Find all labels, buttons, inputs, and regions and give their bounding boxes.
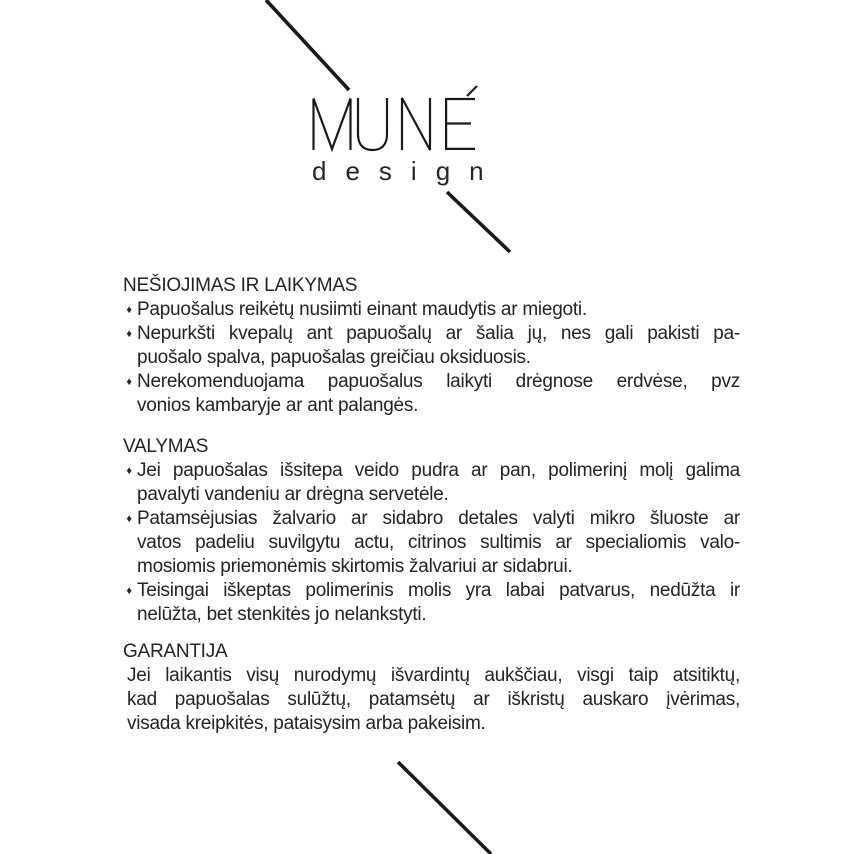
bullet-diamond-icon: ♦ <box>126 513 132 525</box>
logo-letter-u <box>358 98 387 150</box>
text-line: mosiomis priemonėmis skirtomis žalvariui ar sidabrui. <box>137 556 573 577</box>
text-line: puošalo spalva, papuošalas greičiau oksiduosis. <box>137 347 531 368</box>
logo-letter-m <box>314 99 351 151</box>
text-line: kad papuošalas sulūžtų, patamsėtų ar iškristų auskaro įvėrimas, <box>127 689 740 710</box>
text-line: Jei laikantis visų nurodymų išvardintų aukščiau, visgi taip atsitiktų, <box>127 665 740 686</box>
bullet-item <box>123 459 740 507</box>
text-line: vatos padeliu suvilgytu actu, citrinos sultimis ar specialiomis valo- <box>137 532 740 553</box>
text-line: Nerekomenduojama papuošalus laikyti drėgnose erdvėse, pvz <box>137 371 740 392</box>
bullet-diamond-icon: ♦ <box>126 465 132 477</box>
section-garantija <box>123 640 740 736</box>
logo-mune-wordmark <box>314 86 478 150</box>
text-line: Patamsėjusias žalvario ar sidabro detales valyti mikro šluoste ar <box>137 508 740 529</box>
text-line: Teisingai iškeptas polimerinis molis yra labai patvarus, nedūžta ir <box>137 580 740 601</box>
bullet-diamond-icon: ♦ <box>126 376 132 388</box>
text-line: vonios kambaryje ar ant palangės. <box>137 395 419 416</box>
logo-subtitle: design <box>312 156 503 186</box>
section-title-valymas: VALYMAS <box>123 436 209 457</box>
logo-acute-accent <box>467 86 477 96</box>
text-line: Nepurkšti kvepalų ant papuošalų ar šalia jų, nes gali pakisti pa- <box>137 323 740 344</box>
section-valymas <box>123 435 740 627</box>
bullet-item <box>123 579 740 627</box>
diagonal-line-top <box>266 0 349 90</box>
diagonal-line-middle <box>447 192 510 252</box>
section-title-garantija: GARANTIJA <box>123 641 228 662</box>
bullet-diamond-icon: ♦ <box>126 585 132 597</box>
section-title-nesiojimas-ir-laikymas: NEŠIOJIMAS IR LAIKYMAS <box>123 275 358 296</box>
bullet-diamond-icon: ♦ <box>126 328 132 340</box>
text-line: visada kreipkitės, pataisysim arba pakeisim. <box>127 713 486 734</box>
text-line: Jei papuošalas išsitepa veido pudra ar pan, polimerinį molį galima <box>137 460 740 481</box>
bullet-item <box>123 370 740 418</box>
bullet-item <box>123 298 740 322</box>
paragraph <box>123 664 740 736</box>
text-line: nelūžta, bet stenkitės jo nelankstyti. <box>137 604 427 625</box>
bullet-diamond-icon: ♦ <box>126 304 132 316</box>
text-line: pavalyti vandeniu ar drėgna servetėle. <box>137 484 449 505</box>
logo-letter-n <box>402 98 430 150</box>
section-nesiojimas-ir-laikymas <box>123 274 740 418</box>
instructions-body <box>123 274 740 736</box>
diagonal-line-bottom <box>398 762 491 854</box>
text-line: Papuošalus reikėtų nusiimti einant maudytis ar miegoti. <box>137 299 587 320</box>
bullet-item <box>123 507 740 579</box>
bullet-item <box>123 322 740 370</box>
logo-letter-e <box>445 99 475 150</box>
